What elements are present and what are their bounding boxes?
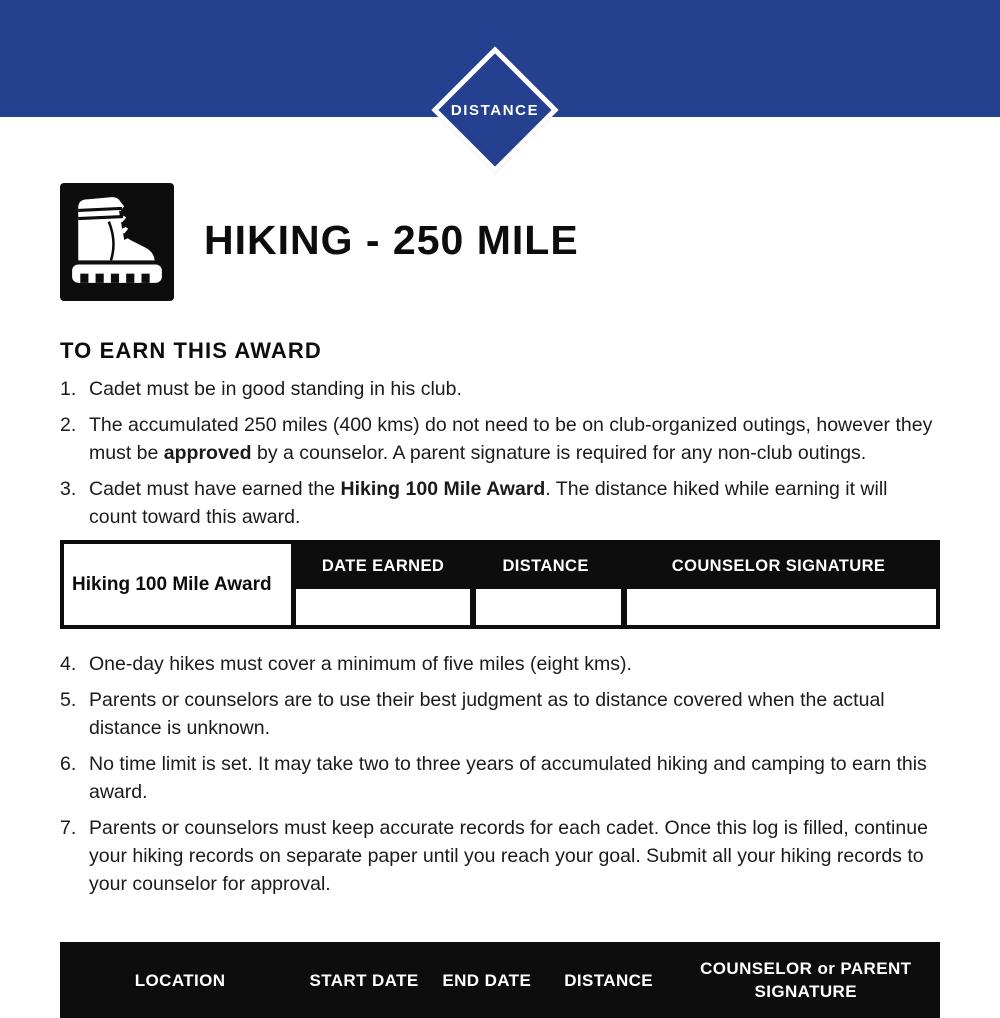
requirement-text: Parents or counselors are to use their best judgment as to distance covered when the actual distance is unknown. — [89, 689, 885, 739]
requirement-number: 4. — [60, 653, 77, 675]
requirement-number: 2. — [60, 414, 77, 436]
award-entry-cell — [296, 589, 470, 625]
award-entry-cell — [470, 589, 621, 625]
requirements-section — [60, 338, 940, 906]
requirement-number: 6. — [60, 753, 77, 775]
award-column-header: DISTANCE — [502, 557, 589, 575]
requirement-item — [60, 411, 940, 467]
requirement-item — [60, 750, 940, 806]
requirement-text: Parents or counselors must keep accurate records for each cadet. Once this log is filled, continue your hiking records on separate paper until you reach your goal. Submit all your hiking records to your counselor for approval. — [89, 817, 928, 895]
requirement-number: 7. — [60, 817, 77, 839]
requirements-list-bottom — [60, 650, 940, 898]
requirement-text: One-day hikes must cover a minimum of five miles (eight kms). — [89, 653, 632, 675]
award-table-row-label: Hiking 100 Mile Award — [64, 544, 296, 625]
requirement-text: Cadet must be in good standing in his club. — [89, 378, 462, 400]
requirement-text: No time limit is set. It may take two to three years of accumulated hiking and camping to earn this award. — [89, 753, 927, 803]
requirement-text: The accumulated 250 miles (400 kms) do not need to be on club-organized outings, however they must be approved by a counselor. A parent signature is required for any non-club outings. — [89, 414, 933, 464]
requirements-list-top — [60, 375, 940, 531]
requirement-number: 1. — [60, 378, 77, 400]
page-title: HIKING - 250 MILE — [204, 217, 579, 263]
award-table-header-row — [296, 544, 936, 589]
requirement-number: 5. — [60, 689, 77, 711]
award-column-header: COUNSELOR SIGNATURE — [671, 557, 886, 575]
hiking-100-mile-award-table — [60, 540, 940, 629]
log-column-header: COUNSELOR or PARENT SIGNATURE — [700, 959, 912, 1001]
requirement-item — [60, 650, 940, 678]
distance-badge-label: DISTANCE — [450, 101, 540, 119]
award-entry-cell — [621, 589, 936, 625]
award-table-columns — [296, 544, 936, 625]
requirement-item — [60, 814, 940, 898]
distance-badge-diamond-icon — [431, 46, 558, 173]
log-column-header: DISTANCE — [564, 970, 654, 990]
award-table-entry-row — [296, 589, 936, 625]
requirement-item — [60, 686, 940, 742]
requirement-item — [60, 375, 940, 403]
top-banner — [0, 0, 1000, 117]
requirement-number: 3. — [60, 478, 77, 500]
hiking-log-table-header — [60, 942, 940, 1018]
section-heading: TO EARN THIS AWARD — [60, 338, 322, 363]
log-column-header: START DATE — [309, 970, 419, 990]
award-column-header: DATE EARNED — [321, 557, 445, 575]
hiking-boot-icon — [60, 183, 174, 301]
log-column-header: END DATE — [442, 970, 532, 990]
requirement-text: Cadet must have earned the Hiking 100 Mile Award. The distance hiked while earning it will count toward this award. — [89, 478, 888, 528]
log-column-header: LOCATION — [134, 970, 226, 990]
requirement-item — [60, 475, 940, 531]
